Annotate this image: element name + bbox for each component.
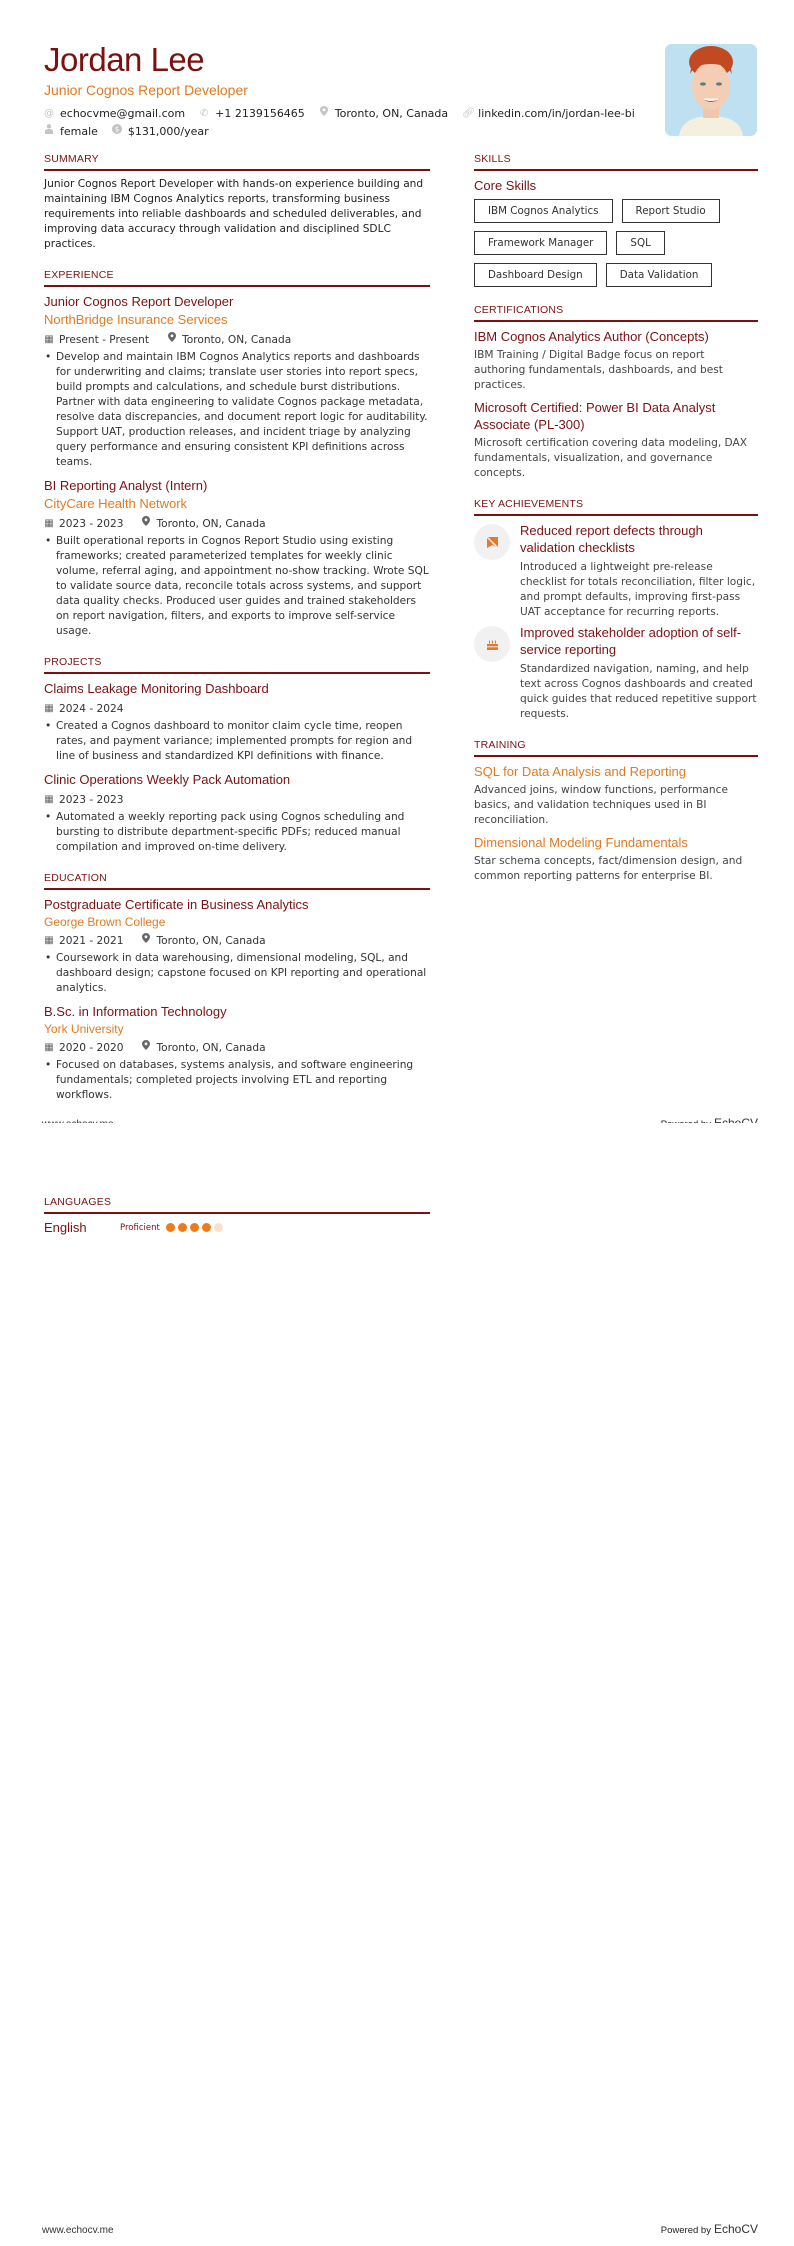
footer-url[interactable]: www.echocv.me [42, 2225, 114, 2236]
project-dates: 2024 - 2024 [59, 703, 124, 715]
rating-dot-filled [166, 1223, 175, 1232]
language-level: Proficient [120, 1222, 160, 1233]
degree-title: B.Sc. in Information Technology [44, 1004, 227, 1019]
training-section [474, 738, 758, 884]
map-pin-icon [141, 516, 151, 532]
certifications-section [474, 303, 758, 481]
map-pin-icon [141, 1040, 151, 1056]
section-heading-summary: SUMMARY [44, 152, 430, 171]
education-item [44, 1003, 430, 1103]
section-heading-experience: EXPERIENCE [44, 268, 430, 287]
skills-section [474, 152, 758, 287]
bullet-item: • Focused on databases, systems analysis, and software engineering fundamentals; completed projects involving ETL and reporting workflows. [44, 1058, 430, 1103]
contact-linkedin[interactable] [462, 105, 635, 123]
training-title: SQL for Data Analysis and Reporting [474, 764, 686, 779]
job-bullets [44, 534, 430, 639]
at-icon: @ [44, 108, 54, 119]
experience-item [44, 477, 430, 639]
cake-icon [474, 626, 510, 662]
project-bullets [44, 810, 430, 855]
section-heading-skills: SKILLS [474, 152, 758, 171]
experience-item [44, 293, 430, 470]
project-dates: 2023 - 2023 [59, 794, 124, 806]
contact-info [44, 105, 664, 141]
certification-item [474, 399, 758, 481]
education-bullets [44, 1058, 430, 1103]
job-meta [44, 332, 430, 348]
footer-powered: Powered by EchoCV [660, 2222, 758, 2236]
projects-section [44, 655, 430, 855]
phone-icon: ✆ [199, 108, 209, 119]
summary-section [44, 152, 430, 252]
rating-dot-empty [214, 1223, 223, 1232]
calendar-icon: ▦ [44, 334, 54, 345]
education-meta [44, 1040, 430, 1056]
project-title: Claims Leakage Monitoring Dashboard [44, 681, 269, 696]
contact-phone[interactable] [199, 105, 305, 123]
education-meta [44, 933, 430, 949]
summary-text: Junior Cognos Report Developer with hands-on experience building and maintaining IBM Cognos Analytics reports, transforming business requirements into reliable dashboards and scheduled deliverables, and improving data accuracy through validation and disciplined SDLC practices. [44, 178, 424, 250]
link-icon: 🔗︎ [462, 108, 475, 119]
achievements-section [474, 497, 758, 722]
bullet-item: • Automated a weekly reporting pack using Cognos scheduling and bursting to distribute department-specific PDFs; reduced manual compilation and improved on-time delivery. [44, 810, 430, 855]
languages-section [44, 1195, 430, 1235]
footer-brand[interactable]: EchoCV [713, 2222, 758, 2236]
skill-tag: Data Validation [606, 263, 713, 287]
language-name: English [44, 1220, 87, 1235]
achievement-desc: Standardized navigation, naming, and help text across Cognos dashboards and created quick guides that reduced repetitive support requests. [520, 663, 757, 720]
map-pin-icon [141, 933, 151, 949]
phone-text: +1 2139156465 [215, 107, 305, 120]
gender-text: female [60, 125, 98, 138]
certification-item [474, 328, 758, 393]
project-title: Clinic Operations Weekly Pack Automation [44, 772, 291, 787]
resume-page-2 [0, 1123, 794, 2246]
map-pin-icon [319, 105, 329, 123]
bookmark-slash-icon [474, 524, 510, 560]
job-location: Toronto, ON, Canada [182, 334, 292, 346]
right-column [474, 152, 758, 900]
skill-tag: IBM Cognos Analytics [474, 199, 613, 223]
training-desc: Advanced joins, window functions, performance basics, and validation techniques used in BI reconciliation. [474, 784, 728, 826]
achievement-title: Reduced report defects through validation checklists [520, 523, 703, 555]
school-name: George Brown College [44, 915, 166, 929]
certification-title: Microsoft Certified: Power BI Data Analyst Associate (PL-300) [474, 400, 716, 432]
section-heading-education: EDUCATION [44, 871, 430, 890]
person-icon [44, 123, 54, 141]
training-item [474, 834, 758, 884]
resume-header [44, 40, 664, 141]
achievement-item [474, 522, 758, 620]
skills-group-title: Core Skills [474, 178, 537, 193]
money-icon [112, 123, 122, 141]
calendar-icon: ▦ [44, 935, 54, 946]
skill-tag: Report Studio [622, 199, 720, 223]
section-heading-languages: LANGUAGES [44, 1195, 430, 1214]
section-heading-certifications: CERTIFICATIONS [474, 303, 758, 322]
education-item [44, 896, 430, 996]
section-heading-achievements: KEY ACHIEVEMENTS [474, 497, 758, 516]
skill-tag: Framework Manager [474, 231, 607, 255]
profile-photo [665, 44, 757, 136]
skill-tag: Dashboard Design [474, 263, 597, 287]
email-text: echocvme@gmail.com [60, 107, 186, 120]
calendar-icon: ▦ [44, 794, 54, 805]
education-section [44, 871, 430, 1103]
job-location: Toronto, ON, Canada [156, 518, 266, 530]
degree-title: Postgraduate Certificate in Business Analytics [44, 897, 309, 912]
job-title: Junior Cognos Report Developer [44, 294, 234, 309]
rating-dot-filled [178, 1223, 187, 1232]
project-meta [44, 792, 430, 808]
project-bullets [44, 719, 430, 764]
svg-text:$: $ [114, 125, 120, 134]
job-bullets [44, 350, 430, 470]
bullet-item: • Created a Cognos dashboard to monitor claim cycle time, reopen rates, and payment variance; implemented prompts for region and line of business and standardized KPI definitions with finance. [44, 719, 430, 764]
achievement-title: Improved stakeholder adoption of self-service reporting [520, 625, 742, 657]
candidate-name: Jordan Lee [44, 41, 205, 78]
left-column [44, 152, 430, 1119]
rating-dot-filled [202, 1223, 211, 1232]
training-title: Dimensional Modeling Fundamentals [474, 835, 688, 850]
education-dates: 2020 - 2020 [59, 1042, 124, 1054]
job-dates: Present - Present [59, 334, 150, 346]
linkedin-text: linkedin.com/in/jordan-lee-bi [478, 107, 635, 120]
company-name: CityCare Health Network [44, 496, 188, 511]
bullet-item: • Coursework in data warehousing, dimensional modeling, SQL, and dashboard design; capstone focused on KPI reporting and operational analytics. [44, 951, 430, 996]
education-dates: 2021 - 2021 [59, 935, 124, 947]
training-desc: Star schema concepts, fact/dimension design, and common reporting patterns for enterprise BI. [474, 855, 743, 882]
calendar-icon: ▦ [44, 703, 54, 714]
project-meta [44, 701, 430, 717]
job-title: BI Reporting Analyst (Intern) [44, 478, 208, 493]
skill-tags [474, 199, 758, 287]
contact-email[interactable] [44, 105, 185, 123]
achievement-item [474, 624, 758, 722]
candidate-title: Junior Cognos Report Developer [44, 82, 248, 98]
page-footer [42, 2220, 758, 2238]
map-pin-icon [167, 332, 177, 348]
contact-gender [44, 123, 98, 141]
education-location: Toronto, ON, Canada [156, 1042, 266, 1054]
job-dates: 2023 - 2023 [59, 518, 124, 530]
contact-location [319, 105, 448, 123]
language-rating [166, 1223, 223, 1232]
location-text: Toronto, ON, Canada [334, 107, 449, 120]
achievement-desc: Introduced a lightweight pre-release checklist for totals reconciliation, filter logic, and prompt defaults, improving first-pass UAT acceptance for recurring reports. [520, 561, 756, 618]
company-name: NorthBridge Insurance Services [44, 312, 228, 327]
language-item [44, 1220, 430, 1235]
section-heading-training: TRAINING [474, 738, 758, 757]
skill-tag: SQL [616, 231, 664, 255]
bullet-item: • Built operational reports in Cognos Report Studio using existing frameworks; created parameterized templates for weekly clinic volume, referral aging, and appointment no-show tracking. Wrote SQL to validate source data, reconcile totals across systems, and support data quality checks. Produced user guides and trained stakeholders on report navigation, filters, and exports to improve self-service usage. [44, 534, 430, 639]
certification-title: IBM Cognos Analytics Author (Concepts) [474, 329, 709, 344]
training-item [474, 763, 758, 828]
section-heading-projects: PROJECTS [44, 655, 430, 674]
job-meta [44, 516, 430, 532]
project-item [44, 680, 430, 764]
calendar-icon: ▦ [44, 518, 54, 529]
bullet-item: • Develop and maintain IBM Cognos Analytics reports and dashboards for underwriting and claims; translate user stories into report specs, build prompts and calculations, and schedule burst distributions. Partner with data engineering to validate Cognos package metadata, resolve data discrepancies, and document report logic for auditability. Support UAT, production releases, and incident triage by analyzing query performance and ensuring consistent KPI definitions across teams. [44, 350, 430, 470]
salary-text: $131,000/year [127, 125, 209, 138]
experience-section [44, 268, 430, 639]
certification-desc: IBM Training / Digital Badge focus on report authoring fundamentals, dashboards, and best practices. [474, 349, 723, 391]
certification-desc: Microsoft certification covering data modeling, DAX fundamentals, visualization, and governance concepts. [474, 437, 748, 479]
school-name: York University [44, 1022, 124, 1036]
calendar-icon: ▦ [44, 1042, 54, 1053]
education-location: Toronto, ON, Canada [156, 935, 266, 947]
education-bullets [44, 951, 430, 996]
contact-salary [112, 123, 209, 141]
rating-dot-filled [190, 1223, 199, 1232]
project-item [44, 771, 430, 855]
